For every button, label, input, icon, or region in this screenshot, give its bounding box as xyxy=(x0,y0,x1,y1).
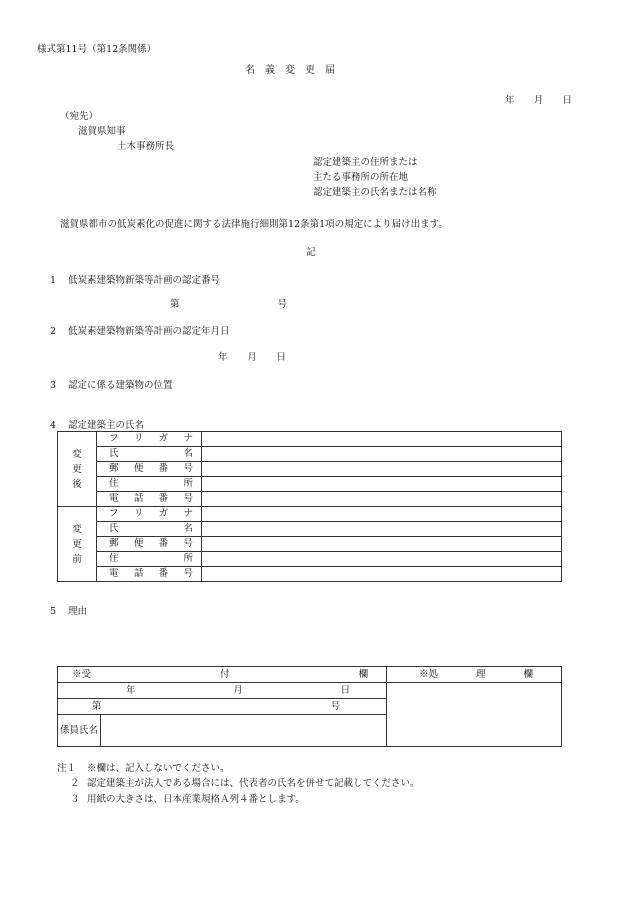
after-phone-field[interactable] xyxy=(202,492,562,507)
table-row xyxy=(58,462,562,477)
postal-code-label: 郵 便 番 号 xyxy=(97,462,202,477)
section-5-title: 理由 xyxy=(68,606,88,617)
process-field[interactable] xyxy=(387,683,562,747)
table-row xyxy=(58,522,562,537)
table-row xyxy=(58,447,562,462)
before-change-label: 変 更 前 xyxy=(58,507,97,582)
receipt-header: ※受 付 欄 xyxy=(58,667,387,683)
after-postal-code-field[interactable] xyxy=(202,462,562,477)
note-3-text: 用紙の大きさは、日本産業規格Ａ列４番とします。 xyxy=(87,794,305,805)
table-row xyxy=(58,477,562,492)
addressee-office: 土木事務所長 xyxy=(117,141,175,152)
note-3-number: ３ xyxy=(70,794,80,805)
staff-name-field[interactable] xyxy=(101,715,387,747)
table-row xyxy=(58,667,562,683)
section-1-title: 低炭素建築物新築等計画の認定番号 xyxy=(68,275,221,286)
before-furigana-field[interactable] xyxy=(202,507,562,522)
after-address-field[interactable] xyxy=(202,477,562,492)
section-3-number: 3 xyxy=(50,380,57,391)
form-number: 様式第11号（第12条関係） xyxy=(37,44,157,55)
postal-code-label: 郵 便 番 号 xyxy=(97,537,202,552)
table-row xyxy=(58,683,562,699)
section-3-title: 認定に係る建築物の位置 xyxy=(68,380,173,391)
section-5-number: 5 xyxy=(50,606,57,617)
table-row xyxy=(58,432,562,447)
name-label: 氏 名 xyxy=(97,522,202,537)
applicant-address-label: 認定建築主の住所または xyxy=(313,157,418,168)
section-4-number: 4 xyxy=(50,420,57,431)
note-1-number: 注１ xyxy=(57,763,77,774)
owner-table xyxy=(57,431,562,582)
addressee-governor: 滋賀県知事 xyxy=(78,126,126,137)
declaration-text: 滋賀県都市の低炭素化の促進に関する法律施行細則第12条第1項の規定により届け出ます。 xyxy=(60,219,448,230)
note-2-text: 認定建築主が法人である場合には、代表者の氏名を併せて記載してください。 xyxy=(87,778,420,789)
note-1-text: ※欄は、記入しないでください。 xyxy=(87,763,230,774)
name-label: 氏 名 xyxy=(97,447,202,462)
phone-label: 電 話 番 号 xyxy=(97,567,202,582)
before-postal-code-field[interactable] xyxy=(202,537,562,552)
before-name-field[interactable] xyxy=(202,522,562,537)
after-change-label: 変 更 後 xyxy=(58,432,97,507)
applicant-name-label: 認定建築主の氏名または名称 xyxy=(313,187,437,198)
section-4-title: 認定建築主の氏名 xyxy=(68,420,145,431)
ki-heading: 記 xyxy=(306,247,316,258)
before-address-field[interactable] xyxy=(202,552,562,567)
certification-date: 年 月 日 xyxy=(218,352,286,363)
table-row xyxy=(58,567,562,582)
address-label: 住 所 xyxy=(97,552,202,567)
section-2-title: 低炭素建築物新築等計画の認定年月日 xyxy=(68,326,230,337)
table-row xyxy=(58,552,562,567)
address-label: 住 所 xyxy=(97,477,202,492)
before-phone-field[interactable] xyxy=(202,567,562,582)
section-2-number: 2 xyxy=(50,326,57,337)
submission-date: 年 月 日 xyxy=(505,95,572,106)
phone-label: 電 話 番 号 xyxy=(97,492,202,507)
section-1-number: 1 xyxy=(50,275,57,286)
staff-name-label: 係員氏名 xyxy=(58,715,101,747)
receipt-date: 年 月 日 xyxy=(58,683,387,699)
process-header: ※処 理 欄 xyxy=(387,667,562,683)
applicant-office-label: 主たる事務所の所在地 xyxy=(313,172,409,183)
document-title: 名 義 変 更 届 xyxy=(245,65,335,76)
after-furigana-field[interactable] xyxy=(202,432,562,447)
furigana-label: フ リ ガ ナ xyxy=(97,432,202,447)
after-name-field[interactable] xyxy=(202,447,562,462)
certification-number: 第 号 xyxy=(170,299,287,310)
table-row xyxy=(58,537,562,552)
table-row xyxy=(58,507,562,522)
receipt-number: 第 号 xyxy=(58,699,387,715)
furigana-label: フ リ ガ ナ xyxy=(97,507,202,522)
note-2-number: ２ xyxy=(70,778,80,789)
reception-table xyxy=(57,666,562,747)
table-row xyxy=(58,492,562,507)
addressee-label: （宛先） xyxy=(60,111,99,122)
